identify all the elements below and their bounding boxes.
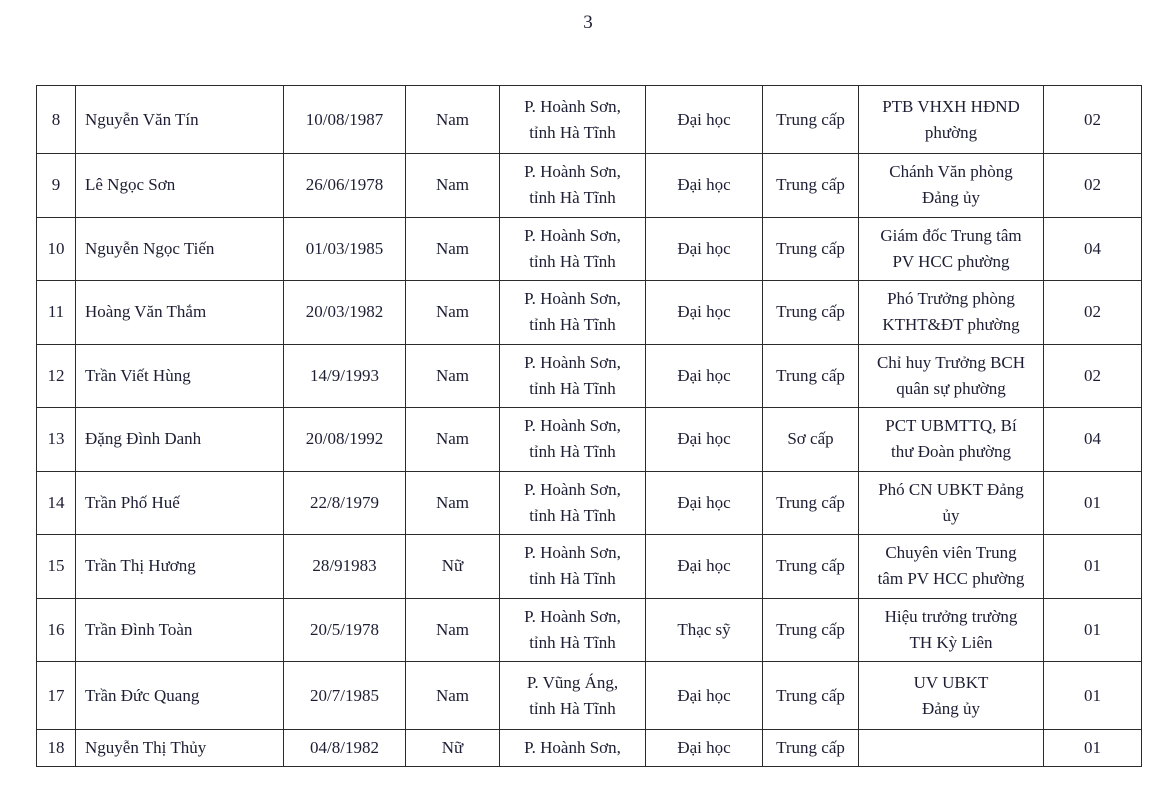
cell-full-name: Đặng Đình Danh: [76, 408, 284, 472]
cell-full-name: Trần Phố Huế: [76, 471, 284, 535]
cell-political-level: Trung cấp: [763, 662, 859, 730]
place-line-1: P. Hoành Sơn,: [524, 352, 621, 372]
place-line-2: tỉnh Hà Tĩnh: [529, 632, 616, 652]
cell-position: [859, 344, 1044, 408]
position-line-1: UV UBKT: [913, 672, 989, 692]
cell-code: 01: [1044, 730, 1142, 767]
cell-gender: Nam: [406, 86, 500, 154]
cell-education-level: Đại học: [646, 730, 763, 767]
cell-place: [500, 598, 646, 662]
cell-row-number: 14: [37, 471, 76, 535]
place-line-1: P. Hoành Sơn,: [524, 96, 621, 116]
cell-full-name: Nguyễn Văn Tín: [76, 86, 284, 154]
position-line-1: Chỉ huy Trưởng BCH: [876, 352, 1026, 372]
cell-code: 01: [1044, 535, 1142, 599]
position-line-2: quân sự phường: [896, 378, 1006, 398]
cell-political-level: Trung cấp: [763, 86, 859, 154]
place-line-2: tỉnh Hà Tĩnh: [529, 698, 616, 718]
cell-place: [500, 217, 646, 281]
cell-place: [500, 86, 646, 154]
cell-position: [859, 535, 1044, 599]
position-line-1: Phó CN UBKT Đảng: [878, 479, 1024, 499]
cell-gender: Nam: [406, 344, 500, 408]
cell-code: 02: [1044, 281, 1142, 345]
cell-row-number: 12: [37, 344, 76, 408]
place-line-2: tỉnh Hà Tĩnh: [529, 378, 616, 398]
cell-education-level: Đại học: [646, 344, 763, 408]
cell-date-of-birth: 20/5/1978: [284, 598, 406, 662]
cell-date-of-birth: 20/03/1982: [284, 281, 406, 345]
table-row: [37, 344, 1142, 408]
cell-gender: Nữ: [406, 535, 500, 599]
place-line-1: P. Hoành Sơn,: [524, 479, 621, 499]
cell-position: [859, 281, 1044, 345]
position-line-1: PTB VHXH HĐND: [882, 96, 1020, 116]
cell-date-of-birth: 20/08/1992: [284, 408, 406, 472]
cell-place: [500, 281, 646, 345]
position-line-1: Chuyên viên Trung: [885, 543, 1017, 563]
cell-education-level: Đại học: [646, 535, 763, 599]
place-line-1: P. Hoành Sơn,: [524, 162, 621, 182]
table-row: [37, 217, 1142, 281]
cell-position: [859, 86, 1044, 154]
table-row: [37, 154, 1142, 218]
table-row: [37, 535, 1142, 599]
cell-full-name: Nguyễn Thị Thủy: [76, 730, 284, 767]
cell-gender: Nam: [406, 471, 500, 535]
position-line-2: Đảng ủy: [921, 698, 981, 718]
cell-code: 01: [1044, 471, 1142, 535]
cell-political-level: Trung cấp: [763, 344, 859, 408]
cell-position: [859, 662, 1044, 730]
personnel-roster-table: [36, 85, 1142, 767]
cell-row-number: 17: [37, 662, 76, 730]
cell-code: 02: [1044, 154, 1142, 218]
cell-code: 01: [1044, 662, 1142, 730]
cell-code: 04: [1044, 217, 1142, 281]
cell-political-level: Trung cấp: [763, 217, 859, 281]
table-row: [37, 662, 1142, 730]
cell-place: [500, 730, 646, 767]
cell-full-name: Hoàng Văn Thắm: [76, 281, 284, 345]
table-row: [37, 86, 1142, 154]
roster-table-body: [37, 86, 1142, 767]
cell-political-level: Trung cấp: [763, 471, 859, 535]
cell-place: [500, 471, 646, 535]
position-line-2: PV HCC phường: [892, 251, 1010, 271]
cell-code: 02: [1044, 344, 1142, 408]
cell-full-name: Trần Đức Quang: [76, 662, 284, 730]
cell-row-number: 18: [37, 730, 76, 767]
page-number: 3: [583, 12, 593, 33]
cell-political-level: Trung cấp: [763, 535, 859, 599]
cell-code: 01: [1044, 598, 1142, 662]
cell-gender: Nam: [406, 154, 500, 218]
cell-gender: Nam: [406, 281, 500, 345]
place-line-1: P. Hoành Sơn,: [524, 225, 621, 245]
cell-education-level: Đại học: [646, 86, 763, 154]
cell-place: [500, 662, 646, 730]
cell-code: 04: [1044, 408, 1142, 472]
cell-position: [859, 154, 1044, 218]
position-line-1: Giám đốc Trung tâm: [880, 225, 1022, 245]
position-line-1: Chánh Văn phòng: [889, 162, 1013, 182]
table-row: [37, 281, 1142, 345]
cell-full-name: Trần Thị Hương: [76, 535, 284, 599]
place-line-2: tỉnh Hà Tĩnh: [529, 505, 616, 525]
cell-position: [859, 408, 1044, 472]
position-line-1: Hiệu trưởng trường: [884, 606, 1018, 626]
place-line-1: P. Hoành Sơn,: [524, 738, 621, 757]
cell-row-number: 9: [37, 154, 76, 218]
position-line-1: PCT UBMTTQ, Bí: [885, 416, 1017, 436]
cell-position: [859, 598, 1044, 662]
place-line-1: P. Hoành Sơn,: [524, 543, 621, 563]
place-line-1: P. Hoành Sơn,: [524, 416, 621, 436]
place-line-2: tỉnh Hà Tĩnh: [529, 442, 616, 462]
cell-political-level: Trung cấp: [763, 154, 859, 218]
table-row: [37, 471, 1142, 535]
table-row: [37, 730, 1142, 767]
position-line-2: ủy: [942, 505, 960, 525]
cell-row-number: 16: [37, 598, 76, 662]
place-line-2: tỉnh Hà Tĩnh: [529, 315, 616, 335]
cell-political-level: Trung cấp: [763, 281, 859, 345]
cell-political-level: Sơ cấp: [763, 408, 859, 472]
cell-gender: Nam: [406, 408, 500, 472]
position-line-2: TH Kỳ Liên: [909, 632, 993, 652]
cell-education-level: Thạc sỹ: [646, 598, 763, 662]
place-line-2: tỉnh Hà Tĩnh: [529, 188, 616, 208]
position-line-2: tâm PV HCC phường: [877, 569, 1025, 589]
place-line-2: tỉnh Hà Tĩnh: [529, 122, 616, 142]
cell-education-level: Đại học: [646, 154, 763, 218]
cell-full-name: Trần Đình Toàn: [76, 598, 284, 662]
table-row: [37, 408, 1142, 472]
cell-row-number: 8: [37, 86, 76, 154]
cell-row-number: 10: [37, 217, 76, 281]
table-row: [37, 598, 1142, 662]
cell-gender: Nam: [406, 598, 500, 662]
cell-place: [500, 535, 646, 599]
cell-date-of-birth: 28/91983: [284, 535, 406, 599]
cell-date-of-birth: 10/08/1987: [284, 86, 406, 154]
cell-date-of-birth: 14/9/1993: [284, 344, 406, 408]
place-line-2: tỉnh Hà Tĩnh: [529, 251, 616, 271]
cell-date-of-birth: 22/8/1979: [284, 471, 406, 535]
cell-row-number: 13: [37, 408, 76, 472]
cell-education-level: Đại học: [646, 217, 763, 281]
place-line-1: P. Vũng Áng,: [526, 672, 619, 692]
cell-education-level: Đại học: [646, 662, 763, 730]
cell-date-of-birth: 20/7/1985: [284, 662, 406, 730]
cell-education-level: Đại học: [646, 408, 763, 472]
cell-place: [500, 344, 646, 408]
cell-date-of-birth: 01/03/1985: [284, 217, 406, 281]
cell-date-of-birth: 26/06/1978: [284, 154, 406, 218]
cell-gender: Nữ: [406, 730, 500, 767]
cell-full-name: Lê Ngọc Sơn: [76, 154, 284, 218]
cell-political-level: Trung cấp: [763, 598, 859, 662]
position-line-2: phường: [924, 122, 978, 142]
place-line-1: P. Hoành Sơn,: [524, 606, 621, 626]
position-line-2: KTHT&ĐT phường: [882, 315, 1020, 335]
position-line-1: Phó Trưởng phòng: [887, 289, 1015, 309]
cell-gender: Nam: [406, 662, 500, 730]
position-line-2: thư Đoàn phường: [891, 442, 1011, 462]
cell-gender: Nam: [406, 217, 500, 281]
cell-date-of-birth: 04/8/1982: [284, 730, 406, 767]
cell-place: [500, 408, 646, 472]
place-line-2: tỉnh Hà Tĩnh: [529, 569, 616, 589]
cell-position: [859, 217, 1044, 281]
cell-full-name: Trần Viết Hùng: [76, 344, 284, 408]
cell-position: [859, 471, 1044, 535]
position-line-2: Đảng ủy: [921, 188, 981, 208]
place-line-1: P. Hoành Sơn,: [524, 289, 621, 309]
cell-position: [859, 730, 1044, 767]
cell-place: [500, 154, 646, 218]
cell-education-level: Đại học: [646, 471, 763, 535]
cell-political-level: Trung cấp: [763, 730, 859, 767]
cell-row-number: 15: [37, 535, 76, 599]
cell-education-level: Đại học: [646, 281, 763, 345]
cell-full-name: Nguyễn Ngọc Tiến: [76, 217, 284, 281]
cell-code: 02: [1044, 86, 1142, 154]
cell-row-number: 11: [37, 281, 76, 345]
